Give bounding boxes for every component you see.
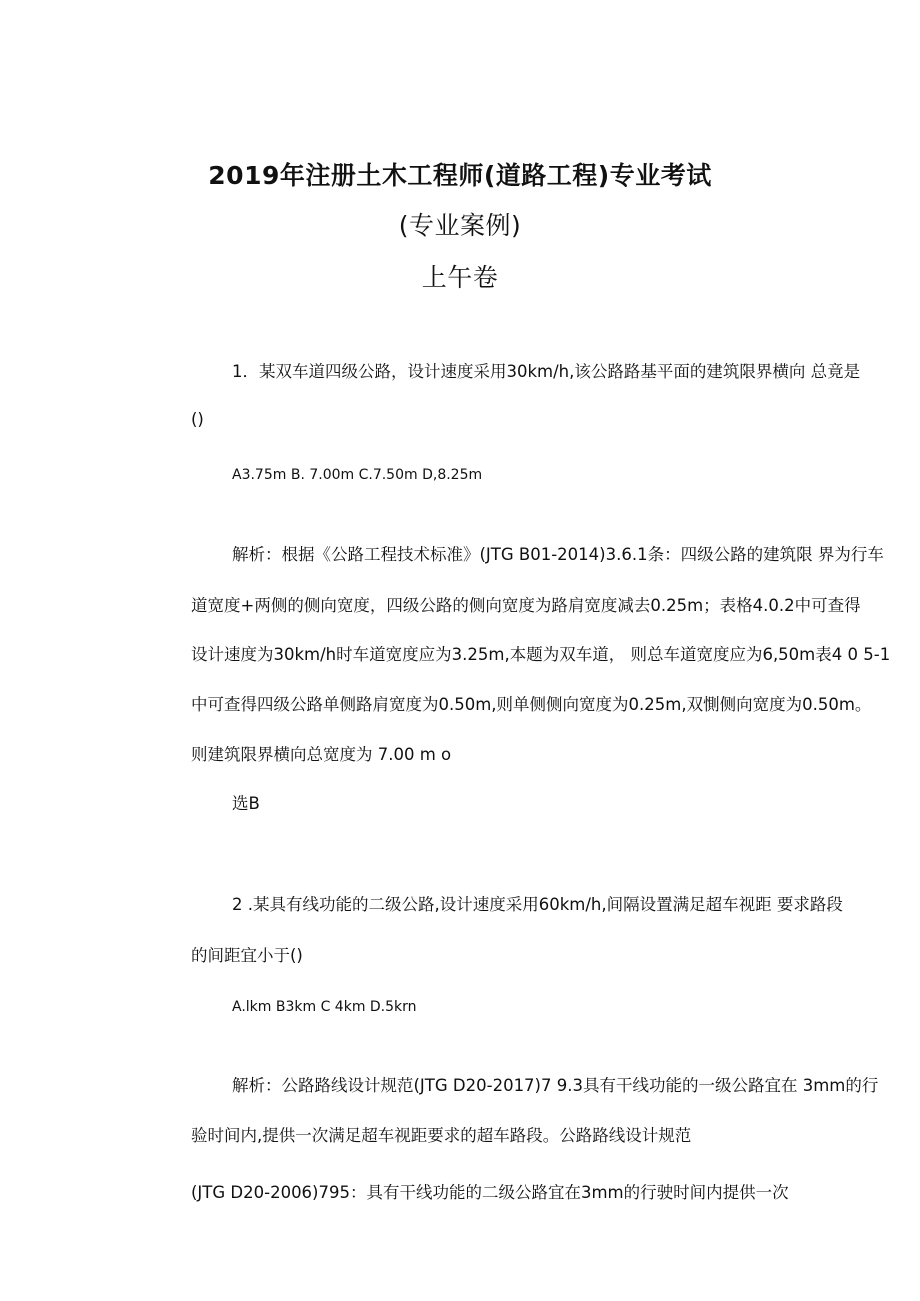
q1-analysis-line-5: 则建筑限界横向总宽度为 7.00 m o bbox=[191, 745, 452, 764]
document-title: 2019年注册土木工程师(道路工程)专业考试 bbox=[208, 161, 712, 190]
q2-stem-cont: 的间距宜小于() bbox=[191, 946, 303, 965]
q2-analysis-line-2: 验时间内,提供一次满足超车视距要求的超车路段。公路路线设计规范 bbox=[191, 1126, 692, 1145]
q2-options: A.lkm B3km C 4km D.5krn bbox=[232, 999, 417, 1015]
q1-options: A3.75m B. 7.00m C.7.50m D,8.25m bbox=[232, 467, 483, 483]
q2-analysis-line-3: (JTG D20-2006)795：具有干线功能的二级公路宜在3mm的行驶时间内提供一次 bbox=[191, 1183, 789, 1202]
q2-analysis-line-1: 解析：公路路线设计规范(JTG D20-2017)7 9.3具有干线功能的一级公路宜在 3mm的行 bbox=[232, 1076, 879, 1095]
session-title: 上午卷 bbox=[421, 263, 499, 292]
q1-analysis-line-2: 道宽度+两侧的侧向宽度，四级公路的侧向宽度为路肩宽度减去0.25m；表格4.0.2中可查得 bbox=[191, 596, 861, 615]
q2-stem: 2 .某具有线功能的二级公路,设计速度采用60km/h,间隔设置满足超车视距 要求路段 bbox=[232, 895, 843, 914]
q1-stem: 1．某双车道四级公路，设计速度采用30km/h,该公路路基平面的建筑限界横向 总竟是 bbox=[232, 362, 861, 381]
document-subtitle: (专业案例) bbox=[398, 211, 522, 240]
q1-analysis-line-4: 中可查得四级公路单侧路肩宽度为0.50m,则单侧侧向宽度为0.25m,双惻侧向宽度为0.50m。 bbox=[191, 695, 872, 714]
q1-analysis-line-1: 解析：根据《公路工程技术标准》(JTG B01-2014)3.6.1条：四级公路的建筑限 界为行车 bbox=[232, 545, 884, 564]
q1-stem-cont: () bbox=[191, 410, 204, 429]
q1-answer: 选B bbox=[232, 794, 260, 813]
q1-analysis-line-3: 设计速度为30km/h时车道宽度应为3.25m,本题为双车道， 则总车道宽度应为6,50m表4 0 5-1 bbox=[191, 645, 891, 664]
